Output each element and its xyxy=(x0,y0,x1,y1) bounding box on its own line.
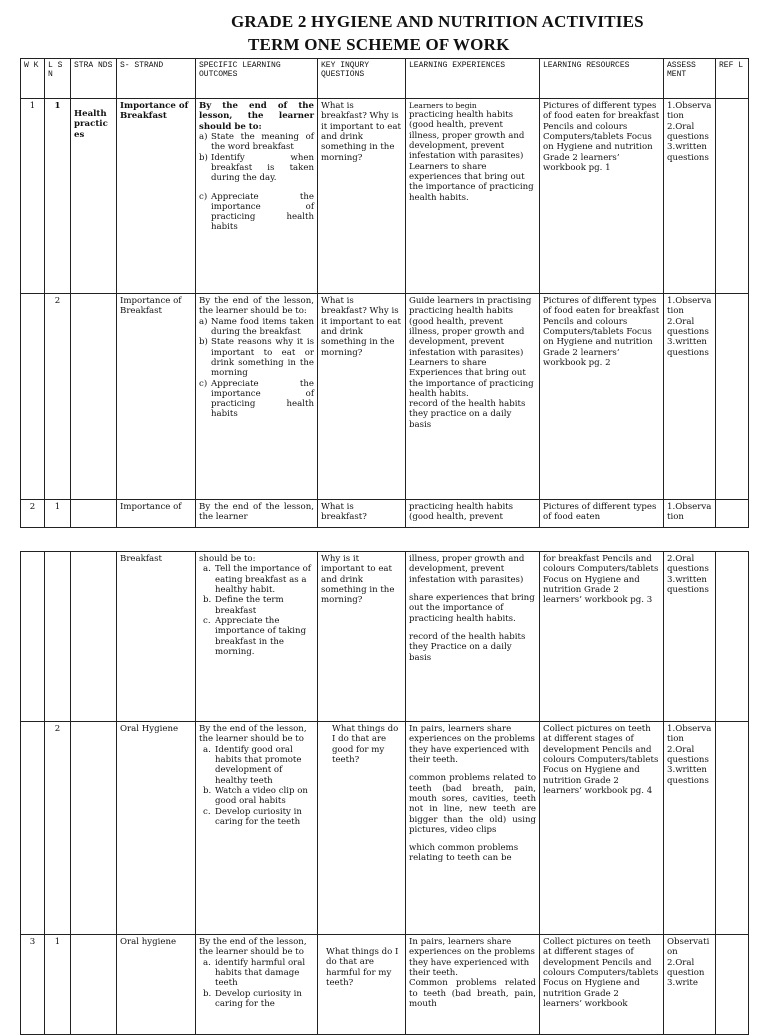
list-item xyxy=(203,989,314,1010)
experience-text: illness, proper growth and development, prevent infestation with parasites) xyxy=(409,554,525,585)
cell-strand xyxy=(71,294,117,500)
cell-week xyxy=(21,552,45,722)
assessment-item: 2.Oral questions xyxy=(667,744,709,765)
cell-experiences xyxy=(406,552,540,722)
cell-week xyxy=(21,294,45,500)
experience-text: common problems related to teeth (bad breath, pain, mouth sores, cavities, teeth not in line, new teeth are bigger than the old) using pictures, video clips xyxy=(409,773,536,835)
assessment-item: 1.Observation xyxy=(667,724,712,745)
list-item xyxy=(203,807,314,828)
item-text: Define the term breakfast xyxy=(215,595,284,616)
item-text: Name food items taken during the breakfast xyxy=(211,316,314,337)
experience-text: Learners to share experiences that bring out the importance of practicing health habits. xyxy=(409,161,534,203)
cell-sub-strand: Breakfast xyxy=(117,552,196,722)
experience-text: In pairs, learners share experiences on the problems they have experienced with their teeth. xyxy=(409,937,535,978)
document-title: GRADE 2 HYGIENE AND NUTRITION ACTIVITIES xyxy=(231,12,644,31)
list-item xyxy=(203,745,314,786)
cell-reflection xyxy=(716,294,749,500)
item-text: identify harmful oral habits that damage teeth xyxy=(215,957,306,989)
assessment-item: 1.Observation xyxy=(667,296,712,317)
scheme-table-page1 xyxy=(20,58,749,528)
cell-reflection xyxy=(716,500,749,528)
outcome-intro: By the end of the lesson, the learner should be to xyxy=(199,937,307,958)
assessment-item: 3.write xyxy=(667,978,698,989)
cell-sub-strand: Importance of Breakfast xyxy=(117,99,196,294)
cell-week: 1 xyxy=(21,99,45,294)
experience-text: practicing health habits (good health, prevent illness, proper growth and development, prevent infestation with parasites) xyxy=(409,110,525,162)
item-marker: c) xyxy=(199,378,208,389)
cell-week: 3 xyxy=(21,935,45,1035)
cell-experiences: practicing health habits (good health, prevent xyxy=(406,500,540,528)
list-item xyxy=(199,132,314,153)
assessment-item: Observation xyxy=(667,937,710,958)
cell-assessment xyxy=(664,935,716,1035)
cell-resources: Pictures of different types of food eaten xyxy=(540,500,664,528)
assessment-item: 3.written questions xyxy=(667,337,709,358)
cell-strand xyxy=(71,935,117,1035)
table-row xyxy=(21,552,749,722)
cell-question: What things do I do that are good for my teeth? xyxy=(318,722,406,935)
cell-lesson: 2 xyxy=(45,722,71,935)
item-marker: c. xyxy=(203,615,211,626)
cell-question: What is breakfast? xyxy=(318,500,406,528)
experience-text: Learners to begin xyxy=(409,101,477,110)
cell-sub-strand: Importance of xyxy=(117,500,196,528)
item-text: Appreciate the importance of practicing health habits xyxy=(211,191,314,233)
assessment-item: 2.Oral question xyxy=(667,957,705,978)
experience-text: Learners to share Experiences that bring out the importance of practicing health habits. xyxy=(409,357,534,399)
cell-resources: for breakfast Pencils and colours Computers/tablets Focus on Hygiene and nutrition Grade 2 learners’ workbook pg. 3 xyxy=(540,552,664,722)
cell-assessment xyxy=(664,722,716,935)
item-marker: b) xyxy=(199,337,208,348)
cell-lesson: 1 xyxy=(45,500,71,528)
cell-assessment xyxy=(664,99,716,294)
item-marker: b. xyxy=(203,988,212,999)
item-marker: b. xyxy=(203,595,212,606)
list-item xyxy=(199,337,314,378)
outcome-intro: By the end of the lesson, the learner should be to: xyxy=(199,296,314,317)
cell-experiences xyxy=(406,935,540,1035)
table-header-row xyxy=(21,59,749,99)
cell-week xyxy=(21,722,45,935)
header-wk: W K xyxy=(21,59,45,99)
item-marker: c. xyxy=(203,806,211,817)
item-text: Tell the importance of eating breakfast as a healthy habit. xyxy=(215,564,311,595)
header-strand: STRA NDS xyxy=(71,59,117,99)
item-text: Develop curiosity in caring for the xyxy=(215,988,302,1009)
header-experiences: LEARNING EXPERIENCES xyxy=(406,59,540,99)
header-questions: KEY INQURY QUESTIONS xyxy=(318,59,406,99)
outcome-intro: By the end of the lesson, the learner should be to: xyxy=(199,101,314,132)
cell-lesson: 1 xyxy=(45,935,71,1035)
list-item xyxy=(199,153,314,184)
document-subtitle: TERM ONE SCHEME OF WORK xyxy=(248,35,510,54)
header-lsn: L S N xyxy=(45,59,71,99)
assessment-item: 3.written questions xyxy=(667,142,709,163)
assessment-item: 1.Observation xyxy=(667,101,712,122)
experience-text: Common problems related to teeth (bad breath, pain, mouth xyxy=(409,978,536,1009)
item-text: State the meaning of the word breakfast xyxy=(211,131,314,153)
cell-question: What is breakfast? Why is it important to eat and drink something in the morning? xyxy=(318,99,406,294)
cell-strand xyxy=(71,552,117,722)
cell-experiences xyxy=(406,99,540,294)
list-item xyxy=(199,192,314,233)
list-item xyxy=(203,564,314,595)
cell-question: What is breakfast? Why is it important to eat and drink something in the morning? xyxy=(318,294,406,500)
item-marker: c) xyxy=(199,191,208,202)
list-item xyxy=(203,958,314,989)
cell-reflection xyxy=(716,552,749,722)
experience-text: which common problems relating to teeth can be xyxy=(409,843,519,864)
cell-experiences xyxy=(406,294,540,500)
assessment-item: 2.Oral questions xyxy=(667,121,709,142)
experience-text: In pairs, learners share experiences on the problems they have experienced with their teeth. xyxy=(409,724,535,765)
cell-sub-strand: Oral Hygiene xyxy=(117,722,196,935)
cell-sub-strand: Importance of Breakfast xyxy=(117,294,196,500)
header-outcomes: SPECIFIC LEARNING OUTCOMES xyxy=(196,59,318,99)
cell-lesson xyxy=(45,552,71,722)
cell-reflection xyxy=(716,935,749,1035)
cell-experiences xyxy=(406,722,540,935)
cell-week: 2 xyxy=(21,500,45,528)
table-row xyxy=(21,99,749,294)
cell-outcomes xyxy=(196,294,318,500)
scheme-table-page2 xyxy=(20,551,749,1035)
assessment-item: 3.written questions xyxy=(667,574,709,595)
cell-lesson: 2 xyxy=(45,294,71,500)
cell-lesson: 1 xyxy=(45,99,71,294)
list-item xyxy=(203,616,314,657)
cell-resources: Pictures of different types of food eaten for breakfast Pencils and colours Computers/tablets Focus on Hygiene and nutrition Grade 2 learners’ workbook pg. 2 xyxy=(540,294,664,500)
list-item xyxy=(199,317,314,338)
item-text: State reasons why it is important to eat or drink something in the morning xyxy=(211,337,314,379)
table-row xyxy=(21,294,749,500)
experience-text: practicing health habits (good health, prevent illness, proper growth and development, prevent infestation with parasites) xyxy=(409,306,525,358)
cell-reflection xyxy=(716,99,749,294)
assessment-item: 3.written questions xyxy=(667,765,709,786)
cell-outcomes xyxy=(196,935,318,1035)
experience-text: Guide learners in practising xyxy=(409,296,532,306)
item-marker: b) xyxy=(199,152,208,163)
item-text: Watch a video clip on good oral habits xyxy=(215,785,308,807)
header-sub-strand: S- STRAND xyxy=(117,59,196,99)
item-marker: a. xyxy=(203,564,211,575)
header-resources: LEARNING RESOURCES xyxy=(540,59,664,99)
cell-outcomes xyxy=(196,99,318,294)
cell-sub-strand: Oral hygiene xyxy=(117,935,196,1035)
cell-assessment xyxy=(664,552,716,722)
experience-text: record of the health habits they practice on a daily basis xyxy=(409,399,526,430)
cell-question: Why is it important to eat and drink something in the morning? xyxy=(318,552,406,722)
item-marker: a) xyxy=(199,131,208,142)
list-item xyxy=(203,595,314,616)
item-marker: b. xyxy=(203,785,212,796)
item-text: Develop curiosity in caring for the teeth xyxy=(215,806,302,827)
table-row xyxy=(21,722,749,935)
list-item xyxy=(199,379,314,420)
cell-strand xyxy=(71,722,117,935)
item-text: Appreciate the importance of practicing health habits xyxy=(211,378,314,420)
cell-resources: Pictures of different types of food eaten for breakfast Pencils and colours Computers/tablets Focus on Hygiene and nutrition Grade 2 learners’ workbook pg. 1 xyxy=(540,99,664,294)
header-assessment: ASSESS MENT xyxy=(664,59,716,99)
item-marker: a. xyxy=(203,957,211,968)
item-marker: a. xyxy=(203,744,211,755)
item-text: Identify good oral habits that promote development of healthy teeth xyxy=(215,744,302,786)
experience-text: share experiences that bring out the importance of practicing health habits. xyxy=(409,592,535,624)
header-refl: REF L xyxy=(716,59,749,99)
item-text: Appreciate the importance of taking breakfast in the morning. xyxy=(215,615,307,657)
item-marker: a) xyxy=(199,316,208,327)
table-row xyxy=(21,500,749,528)
cell-reflection xyxy=(716,722,749,935)
list-item xyxy=(203,786,314,807)
cell-outcomes: By the end of the lesson, the learner xyxy=(196,500,318,528)
assessment-item: 2.Oral questions xyxy=(667,554,709,575)
cell-strand xyxy=(71,500,117,528)
cell-outcomes xyxy=(196,552,318,722)
outcome-intro: should be to: xyxy=(199,554,256,564)
table-row xyxy=(21,935,749,1035)
cell-strand: Health practices xyxy=(71,99,117,294)
cell-assessment xyxy=(664,294,716,500)
experience-text: record of the health habits they Practice on a daily basis xyxy=(409,631,526,663)
outcome-intro: By the end of the lesson, the learner should be to xyxy=(199,724,307,745)
cell-outcomes xyxy=(196,722,318,935)
assessment-item: 2.Oral questions xyxy=(667,316,709,337)
cell-resources: Collect pictures on teeth at different stages of development Pencils and colours Computers/tablets Focus on Hygiene and nutrition Grade 2 learners’ workbook pg. 4 xyxy=(540,722,664,935)
cell-question: What things do I do that are harmful for my teeth? xyxy=(318,935,406,1035)
cell-assessment: 1.Observation xyxy=(664,500,716,528)
cell-resources: Collect pictures on teeth at different stages of development Pencils and colours Computers/tablets Focus on Hygiene and nutrition Grade 2 learners’ workbook xyxy=(540,935,664,1035)
item-text: Identify when breakfast is taken during the day. xyxy=(211,152,314,184)
